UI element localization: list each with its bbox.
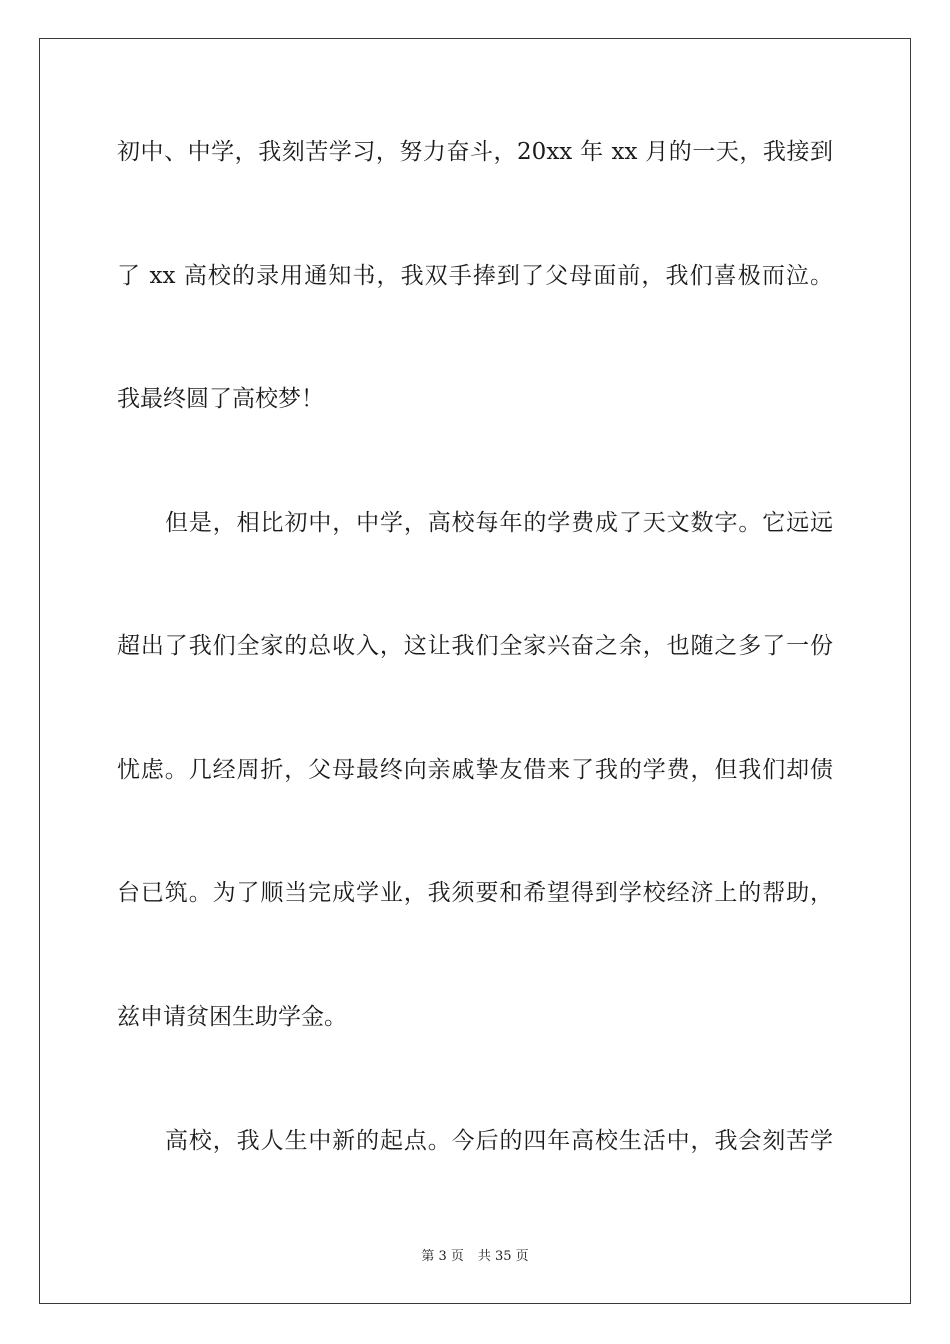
body-text-line-5: 超出了我们全家的总收入，这让我们全家兴奋之余，也随之多了一份 [117, 633, 833, 659]
page-number: 第 3 页 [421, 1249, 464, 1264]
body-text-line-7: 台已筑。为了顺当完成学业，我须要和希望得到学校经济上的帮助， [117, 880, 833, 906]
page-border [39, 38, 911, 1304]
body-text-line-4: 但是，相比初中，中学，高校每年的学费成了天文数字。它远远 [165, 510, 833, 536]
body-text-line-2: 了 xx 高校的录用通知书，我双手捧到了父母面前，我们喜极而泣。 [117, 263, 833, 289]
body-text-line-6: 忧虑。几经周折，父母最终向亲戚挚友借来了我的学费，但我们却债 [117, 757, 833, 783]
body-text-line-3: 我最终圆了高校梦！ [117, 386, 324, 412]
total-pages: 共 35 页 [477, 1249, 529, 1264]
body-text-line-9: 高校，我人生中新的起点。今后的四年高校生活中，我会刻苦学 [165, 1128, 833, 1154]
page-footer [0, 1248, 950, 1266]
body-text-line-8: 兹申请贫困生助学金。 [117, 1004, 347, 1030]
body-text-line-1: 初中、中学，我刻苦学习，努力奋斗，20xx 年 xx 月的一天，我接到 [117, 139, 833, 165]
